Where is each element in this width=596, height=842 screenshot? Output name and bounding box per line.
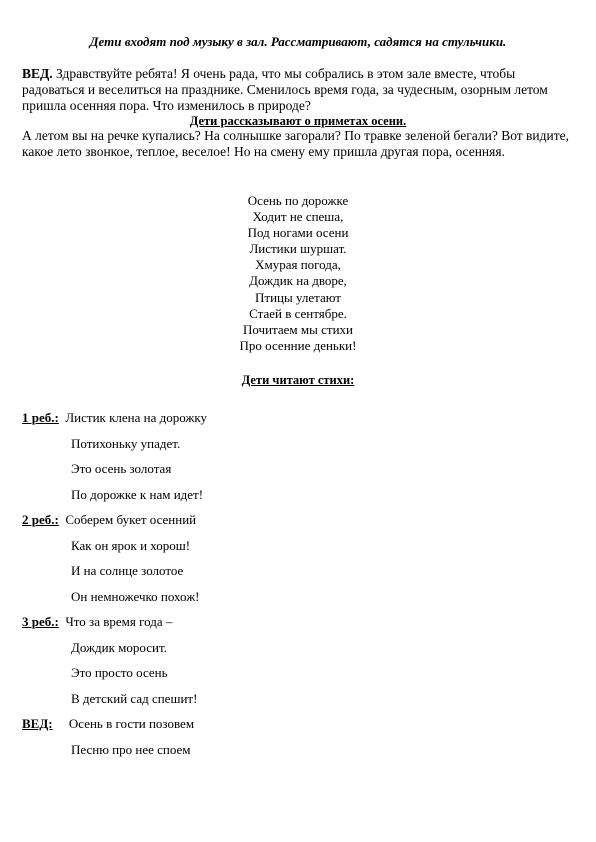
poem-line: Про осенние деньки! [239,337,357,353]
speaker-label: ВЕД: [22,716,53,731]
verse-line: Что за время года – [65,614,173,629]
verse-line: Это просто осень [71,665,168,680]
verse-line: Соберем букет осенний [65,512,197,527]
poem-line: Листики шуршат. [249,241,347,257]
poem-line: Осень по дорожке [247,193,349,208]
presenter-first-line [22,716,194,732]
continuation-paragraph: А летом вы на речке купались? На солнышке загорали? По травке зеленой бегали? Вот видите, какое лето звонкое, теплое, веселое! Но на смену ему пришла другая пора, осенняя. [22,128,570,159]
verse-line: Это осень золотая [71,461,172,476]
verse-2-first-line [22,512,196,528]
poem-line: Дождик на дворе, [249,273,347,289]
poem-line: Стаей в сентябре. [249,305,347,321]
verse-line: Дождик моросит. [71,640,167,655]
poem-line: Под ногами осени [247,225,349,241]
verse-line: По дорожке к нам идет! [71,487,204,502]
poem-line: Ходит не спеша, [252,209,344,225]
verse-line: В детский сад спешит! [71,691,198,706]
intro-paragraph [22,66,578,114]
verse-line: Как он ярок и хорош! [71,538,191,553]
speaker-label: 3 реб.: [22,614,59,629]
verse-3-first-line [22,614,172,630]
poem-line: Птицы улетают [255,289,341,305]
verse-line: Осень в гости позовем [68,716,195,731]
poem-line: Почитаем мы стихи [243,321,353,337]
sub-heading-signs: Дети рассказывают о приметах осени. [189,114,407,128]
speaker-label: 2 реб.: [22,512,59,527]
intro-text: Здравствуйте ребята! Я очень рада, что мы собрались в этом зале вместе, чтобы радоваться и веселиться на празднике. Сменилось время года, за чудесным, озорным летом пришла осенняя пора. Что изменилось в природе? [22,66,548,113]
verse-line: Листик клена на дорожку [65,410,208,425]
speaker-label: 1 реб.: [22,410,59,425]
scene-heading: Дети входят под музыку в зал. Рассматривают, садятся на стульчики. [89,34,507,49]
poem-line: Хмурая погода, [255,257,341,273]
poem [0,193,596,354]
sub-heading-poems: Дети читают стихи: [241,373,355,387]
speaker-label: ВЕД. [22,66,53,81]
verse-1-first-line [22,410,207,426]
verse-line: Он немножечко похож! [71,589,200,604]
verse-line: Песню про нее споем [71,742,191,757]
verse-line: Потихоньку упадет. [71,436,181,451]
verse-line: И на солнце золотое [71,563,184,578]
